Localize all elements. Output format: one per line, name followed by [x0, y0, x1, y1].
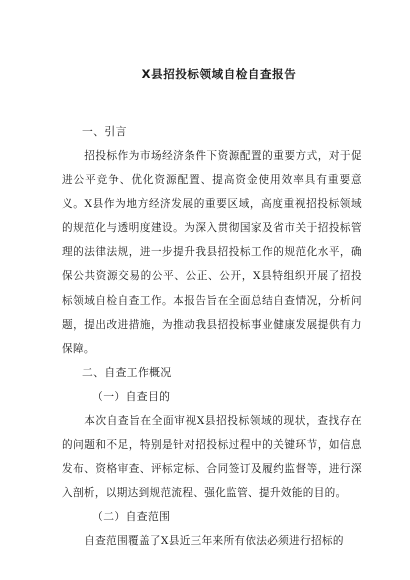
introduction-paragraph: 招投标作为市场经济条件下资源配置的重要方式，对于促进公平竞争、优化资源配置、提高资金使用效率具有重要意义。X县作为地方经济发展的重要区域，高度重视招投标领域的规范化与透明度建设。为深入贯彻国家及省市关于招投标管理的法律法规，进一步提升我县招投标工作的规范化水平，确保公共资源交易的公平、公正、公开，X县特组织开展了招投标领域自检自查工作。本报告旨在全面总结自查情况，分析问题，提出改进措施，为推动我县招投标事业健康发展提供有力保障。 [62, 150, 362, 355]
document-title: X县招投标领域自检自查报告 [141, 67, 297, 81]
scope-paragraph: 自查范围覆盖了X县近三年来所有依法必须进行招标的 [84, 535, 344, 548]
subsection-heading-scope: （二）自查范围 [92, 510, 171, 524]
purpose-paragraph: 本次自查旨在全面审视X县招投标领域的现状，查找存在的问题和不足，特别是针对招投标过程中的关键环节，如信息发布、资格审查、评标定标、合同签订及履约监督等，进行深入剖析，以期达到规范流程、强化监管、提升效能的目的。 [62, 414, 362, 500]
section-heading-overview: 二、自查工作概况 [82, 365, 172, 379]
subsection-heading-purpose: （一）自查目的 [92, 389, 171, 403]
section-heading-introduction: 一、引言 [82, 125, 127, 138]
